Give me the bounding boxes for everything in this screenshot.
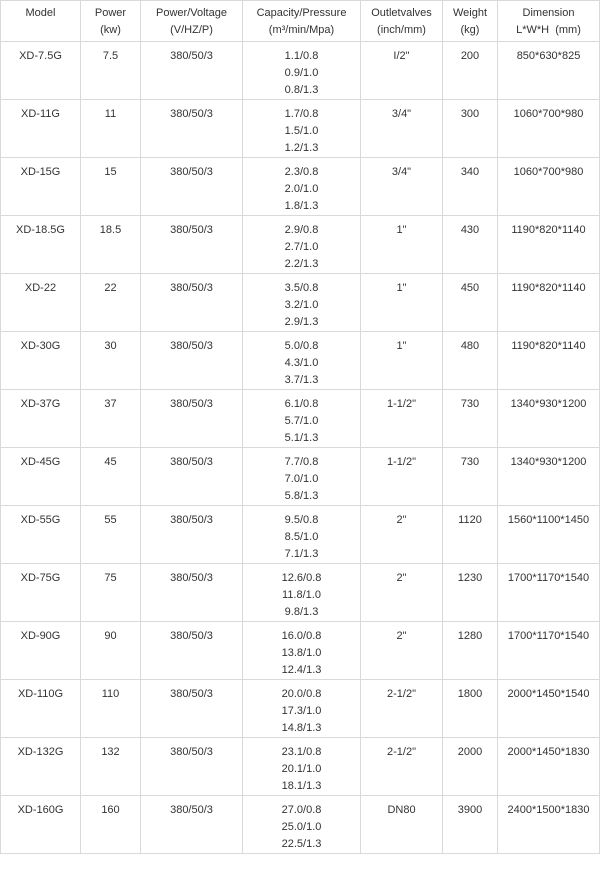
capacity-cell [243, 332, 361, 390]
weight-cell: 730 [443, 448, 498, 506]
weight-cell: 300 [443, 100, 498, 158]
header-outlet: Outletvalves (inch/mm) [361, 1, 443, 42]
capacity-value: 5.7/1.0 [284, 415, 319, 427]
capacity-value: 4.3/1.0 [284, 357, 319, 369]
model-cell: XD-75G [1, 564, 81, 622]
capacity-value: 5.8/1.3 [284, 490, 319, 502]
outlet-cell: I/2" [361, 42, 443, 100]
capacity-value: 2.3/0.8 [284, 166, 319, 178]
capacity-value: 5.0/0.8 [284, 340, 319, 352]
capacity-value: 20.1/1.0 [281, 763, 322, 775]
voltage-cell: 380/50/3 [141, 796, 243, 854]
model-cell: XD-160G [1, 796, 81, 854]
capacity-value: 2.9/0.8 [284, 224, 319, 236]
capacity-cell [243, 564, 361, 622]
capacity-value: 0.9/1.0 [284, 67, 319, 79]
model-cell: XD-7.5G [1, 42, 81, 100]
outlet-cell: 3/4" [361, 100, 443, 158]
table-row [1, 332, 600, 390]
capacity-value: 3.2/1.0 [284, 299, 319, 311]
header-dimension: Dimension L*W*H (mm) [498, 1, 600, 42]
header-model: Model [1, 1, 81, 42]
table-row [1, 506, 600, 564]
capacity-cell [243, 448, 361, 506]
voltage-cell: 380/50/3 [141, 100, 243, 158]
capacity-value: 9.8/1.3 [284, 606, 319, 618]
model-cell: XD-45G [1, 448, 81, 506]
power-cell: 7.5 [81, 42, 141, 100]
capacity-value: 20.0/0.8 [281, 688, 322, 700]
capacity-value: 6.1/0.8 [284, 398, 319, 410]
model-cell: XD-11G [1, 100, 81, 158]
outlet-cell: 2" [361, 622, 443, 680]
voltage-cell: 380/50/3 [141, 738, 243, 796]
table-row [1, 42, 600, 100]
capacity-value: 3.7/1.3 [284, 374, 319, 386]
power-cell: 18.5 [81, 216, 141, 274]
capacity-value: 11.8/1.0 [282, 589, 321, 601]
outlet-cell: 1-1/2" [361, 390, 443, 448]
table-row [1, 738, 600, 796]
outlet-cell: 2-1/2" [361, 680, 443, 738]
dimension-cell: 1190*820*1140 [498, 216, 600, 274]
power-cell: 15 [81, 158, 141, 216]
power-cell: 37 [81, 390, 141, 448]
weight-cell: 3900 [443, 796, 498, 854]
dimension-cell: 850*630*825 [498, 42, 600, 100]
dimension-cell: 1190*820*1140 [498, 274, 600, 332]
model-cell: XD-15G [1, 158, 81, 216]
table-row [1, 274, 600, 332]
capacity-cell [243, 216, 361, 274]
power-cell: 160 [81, 796, 141, 854]
capacity-cell [243, 100, 361, 158]
dimension-cell: 2000*1450*1540 [498, 680, 600, 738]
capacity-value: 0.8/1.3 [284, 84, 319, 96]
capacity-value: 3.5/0.8 [284, 282, 319, 294]
weight-cell: 450 [443, 274, 498, 332]
dimension-cell: 1700*1170*1540 [498, 622, 600, 680]
power-cell: 45 [81, 448, 141, 506]
capacity-cell [243, 622, 361, 680]
table-row [1, 390, 600, 448]
header-row [1, 1, 600, 42]
weight-cell: 730 [443, 390, 498, 448]
dimension-cell: 1340*930*1200 [498, 448, 600, 506]
capacity-cell [243, 796, 361, 854]
capacity-value: 2.9/1.3 [284, 316, 319, 328]
capacity-value: 27.0/0.8 [281, 804, 322, 816]
header-weight: Weight (kg) [443, 1, 498, 42]
dimension-cell: 1340*930*1200 [498, 390, 600, 448]
capacity-value: 1.2/1.3 [284, 142, 319, 154]
model-cell: XD-30G [1, 332, 81, 390]
capacity-cell [243, 42, 361, 100]
capacity-value: 12.4/1.3 [281, 664, 322, 676]
outlet-cell: 2-1/2" [361, 738, 443, 796]
weight-cell: 340 [443, 158, 498, 216]
capacity-value: 22.5/1.3 [281, 838, 322, 850]
capacity-value: 13.8/1.0 [281, 647, 322, 659]
capacity-value: 8.5/1.0 [284, 531, 319, 543]
weight-cell: 1230 [443, 564, 498, 622]
capacity-value: 2.7/1.0 [284, 241, 319, 253]
capacity-value: 16.0/0.8 [281, 630, 322, 642]
capacity-value: 5.1/1.3 [284, 432, 319, 444]
voltage-cell: 380/50/3 [141, 216, 243, 274]
voltage-cell: 380/50/3 [141, 564, 243, 622]
capacity-cell [243, 274, 361, 332]
power-cell: 90 [81, 622, 141, 680]
dimension-cell: 1700*1170*1540 [498, 564, 600, 622]
weight-cell: 430 [443, 216, 498, 274]
capacity-value: 23.1/0.8 [281, 746, 322, 758]
power-cell: 75 [81, 564, 141, 622]
table-row [1, 158, 600, 216]
power-cell: 132 [81, 738, 141, 796]
outlet-cell: 1" [361, 332, 443, 390]
table-row [1, 680, 600, 738]
dimension-cell: 2000*1450*1830 [498, 738, 600, 796]
header-power: Power (kw) [81, 1, 141, 42]
model-cell: XD-22 [1, 274, 81, 332]
capacity-value: 9.5/0.8 [284, 514, 319, 526]
capacity-cell [243, 158, 361, 216]
capacity-value: 2.2/1.3 [284, 258, 319, 270]
voltage-cell: 380/50/3 [141, 448, 243, 506]
model-cell: XD-37G [1, 390, 81, 448]
weight-cell: 480 [443, 332, 498, 390]
dimension-cell: 2400*1500*1830 [498, 796, 600, 854]
voltage-cell: 380/50/3 [141, 680, 243, 738]
capacity-value: 25.0/1.0 [281, 821, 322, 833]
capacity-cell [243, 738, 361, 796]
outlet-cell: 1-1/2" [361, 448, 443, 506]
outlet-cell: 1" [361, 216, 443, 274]
outlet-cell: DN80 [361, 796, 443, 854]
voltage-cell: 380/50/3 [141, 158, 243, 216]
capacity-value: 7.7/0.8 [284, 456, 319, 468]
capacity-value: 18.1/1.3 [281, 780, 322, 792]
outlet-cell: 2" [361, 506, 443, 564]
table-row [1, 448, 600, 506]
weight-cell: 1800 [443, 680, 498, 738]
capacity-value: 1.7/0.8 [284, 108, 319, 120]
capacity-value: 14.8/1.3 [281, 722, 322, 734]
power-cell: 55 [81, 506, 141, 564]
table-row [1, 564, 600, 622]
outlet-cell: 3/4" [361, 158, 443, 216]
dimension-cell: 1060*700*980 [498, 100, 600, 158]
table-row [1, 622, 600, 680]
power-cell: 110 [81, 680, 141, 738]
capacity-cell [243, 390, 361, 448]
outlet-cell: 1" [361, 274, 443, 332]
header-voltage: Power/Voltage (V/HZ/P) [141, 1, 243, 42]
capacity-value: 7.1/1.3 [284, 548, 319, 560]
table-body [1, 42, 600, 854]
capacity-value: 1.1/0.8 [284, 50, 319, 62]
voltage-cell: 380/50/3 [141, 506, 243, 564]
dimension-cell: 1060*700*980 [498, 158, 600, 216]
weight-cell: 1280 [443, 622, 498, 680]
capacity-value: 2.0/1.0 [284, 183, 319, 195]
weight-cell: 1120 [443, 506, 498, 564]
voltage-cell: 380/50/3 [141, 42, 243, 100]
model-cell: XD-18.5G [1, 216, 81, 274]
model-cell: XD-132G [1, 738, 81, 796]
capacity-value: 7.0/1.0 [284, 473, 319, 485]
voltage-cell: 380/50/3 [141, 332, 243, 390]
capacity-cell [243, 680, 361, 738]
capacity-value: 12.6/0.8 [281, 572, 322, 584]
header-capacity: Capacity/Pressure (m³/min/Mpa) [243, 1, 361, 42]
table-row [1, 100, 600, 158]
voltage-cell: 380/50/3 [141, 274, 243, 332]
table-row [1, 796, 600, 854]
weight-cell: 2000 [443, 738, 498, 796]
outlet-cell: 2" [361, 564, 443, 622]
dimension-cell: 1560*1100*1450 [498, 506, 600, 564]
model-cell: XD-90G [1, 622, 81, 680]
model-cell: XD-55G [1, 506, 81, 564]
table-row [1, 216, 600, 274]
power-cell: 30 [81, 332, 141, 390]
voltage-cell: 380/50/3 [141, 390, 243, 448]
power-cell: 22 [81, 274, 141, 332]
power-cell: 11 [81, 100, 141, 158]
capacity-value: 17.3/1.0 [281, 705, 322, 717]
model-cell: XD-110G [1, 680, 81, 738]
weight-cell: 200 [443, 42, 498, 100]
voltage-cell: 380/50/3 [141, 622, 243, 680]
capacity-value: 1.8/1.3 [284, 200, 319, 212]
capacity-cell [243, 506, 361, 564]
capacity-value: 1.5/1.0 [284, 125, 319, 137]
dimension-cell: 1190*820*1140 [498, 332, 600, 390]
